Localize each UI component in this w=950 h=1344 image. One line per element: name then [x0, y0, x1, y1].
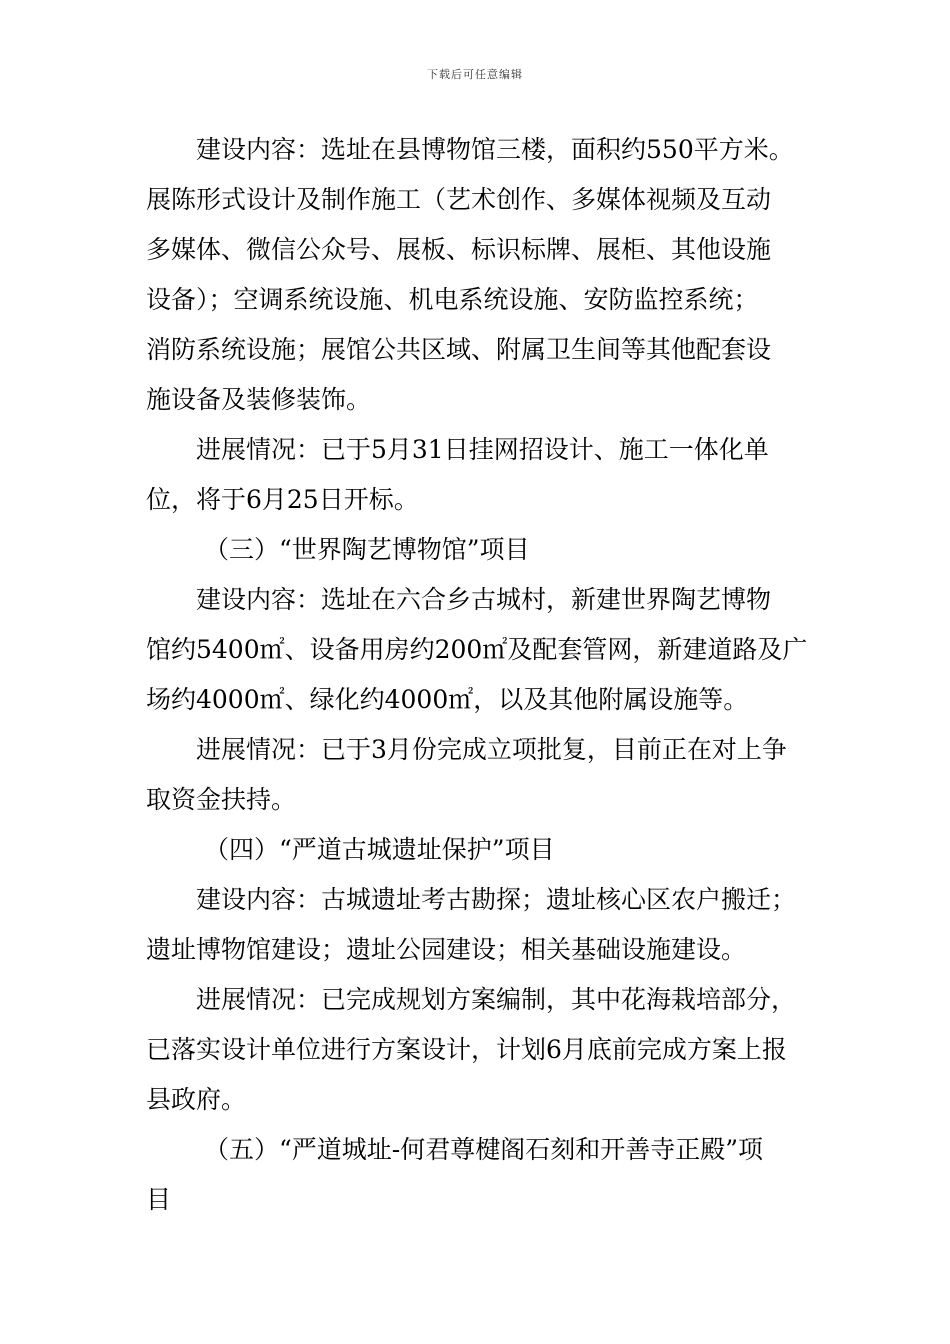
paragraph-line: 取资金扶持。	[146, 785, 297, 814]
paragraph-line: 位，将于6月25日开标。	[146, 485, 419, 514]
document-body	[146, 125, 810, 1225]
paragraph-line: 已落实设计单位进行方案设计，计划6月底前完成方案上报	[146, 1035, 787, 1064]
paragraph-line: 进展情况：已于5月31日挂网招设计、施工一体化单	[196, 435, 769, 464]
paragraph-line: 馆约5400㎡、设备用房约200㎡及配套管网，新建道路及广	[146, 635, 808, 664]
paragraph-line: 设备）；空调系统设施、机电系统设施、安防监控系统；	[146, 285, 759, 314]
paragraph-line: 展陈形式设计及制作施工（艺术创作、多媒体视频及互动	[146, 185, 772, 214]
paragraph-line: 遗址博物馆建设；遗址公园建设；相关基础设施建设。	[146, 935, 747, 964]
paragraph-line: 目	[146, 1185, 172, 1214]
paragraph-line: 建设内容：古城遗址考古勘探；遗址核心区农户搬迁；	[196, 885, 797, 914]
paragraph-line: 进展情况：已于3月份完成立项批复，目前正在对上争	[196, 735, 787, 764]
paragraph-line: 建设内容：选址在县博物馆三楼，面积约550平方米。	[196, 135, 794, 164]
section-heading: （五）“严道城址-何君尊楗阁石刻和开善寺正殿”项	[204, 1135, 764, 1164]
paragraph-line: 场约4000㎡、绿化约4000㎡，以及其他附属设施等。	[146, 685, 749, 714]
section-heading: （三）“世界陶艺博物馆”项目	[204, 535, 530, 564]
paragraph-line: 建设内容：选址在六合乡古城村，新建世界陶艺博物	[196, 585, 772, 614]
paragraph-line: 施设备及装修装饰。	[146, 385, 372, 414]
paragraph-line: 多媒体、微信公众号、展板、标识标牌、展柜、其他设施	[146, 235, 772, 264]
header-note: 下载后可任意编辑	[427, 68, 523, 81]
section-heading: （四）“严道古城遗址保护”项目	[204, 835, 555, 864]
paragraph-line: 进展情况：已完成规划方案编制，其中花海栽培部分，	[196, 985, 797, 1014]
paragraph-line: 县政府。	[146, 1085, 247, 1114]
paragraph-line: 消防系统设施；展馆公共区域、附属卫生间等其他配套设	[146, 335, 772, 364]
